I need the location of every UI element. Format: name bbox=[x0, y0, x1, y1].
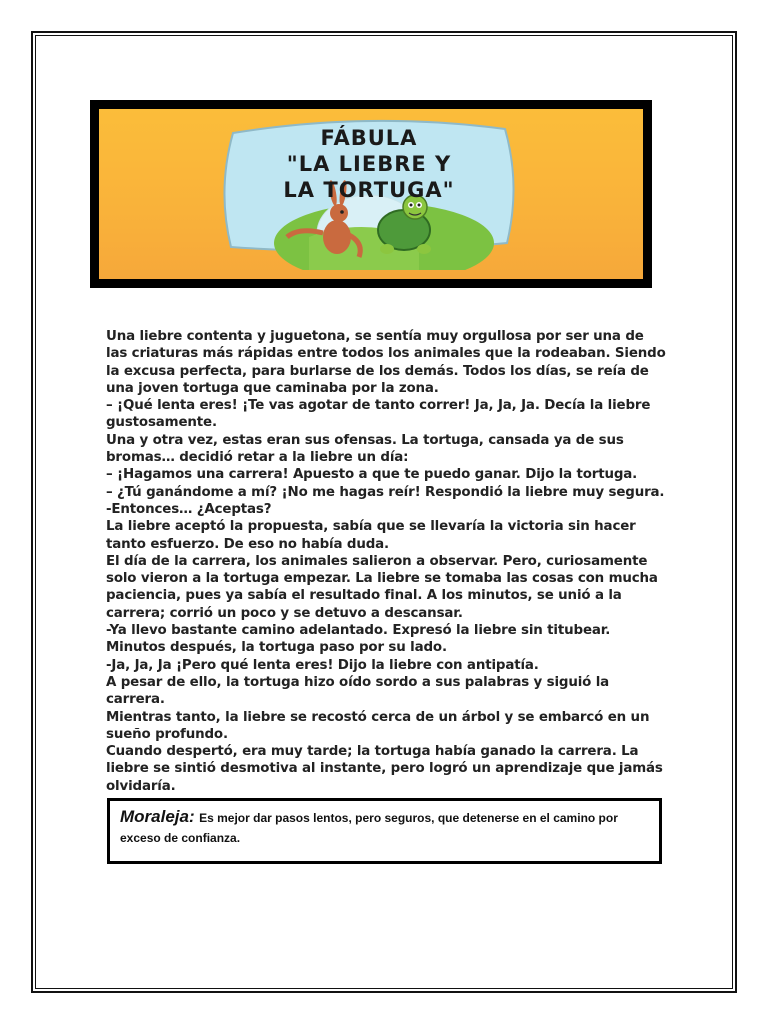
story-paragraph: Minutos después, la tortuga paso por su lado. bbox=[106, 640, 447, 656]
story-text bbox=[106, 328, 666, 795]
title-line-2: "LA LIEBRE Y bbox=[286, 152, 452, 176]
title-line-3: LA TORTUGA" bbox=[283, 178, 455, 202]
moral-text: Es mejor dar pasos lentos, pero seguros, que detenerse en el camino por exceso de confianza. bbox=[120, 811, 618, 845]
story-paragraph: -Ja, Ja, Ja ¡Pero qué lenta eres! Dijo la liebre con antipatía. bbox=[106, 657, 539, 673]
banner-title bbox=[219, 125, 519, 203]
story-paragraph: Una y otra vez, estas eran sus ofensas. La tortuga, cansada ya de sus bromas… decidió retar a la liebre un día: bbox=[106, 432, 624, 466]
story-paragraph: -Ya llevo bastante camino adelantado. Expresó la liebre sin titubear. bbox=[106, 623, 611, 639]
story-paragraph: Mientras tanto, la liebre se recostó cerca de un árbol y se embarcó en un sueño profundo. bbox=[106, 709, 650, 742]
story-paragraph: – ¡Qué lenta eres! ¡Te vas agotar de tanto correr! Ja, Ja, Ja. Decía la liebre gustosamente. bbox=[106, 398, 651, 431]
moral-box bbox=[107, 798, 662, 864]
story-paragraph: El día de la carrera, los animales salieron a observar. Pero, curiosamente solo vieron a la tortuga empezar. La liebre se tomaba las cosas con mucha paciencia, pues ya sabía el resultado final. A los minutos, se unió a la carrera; corrió un poco y se detuvo a descansar. bbox=[106, 553, 658, 621]
story-paragraph: La liebre aceptó la propuesta, sabía que se llevaría la victoria sin hacer tanto esfuerzo. De eso no había duda. bbox=[106, 519, 636, 552]
story-paragraph: – ¿Tú ganándome a mí? ¡No me hagas reír! Respondió la liebre muy segura. bbox=[106, 484, 665, 500]
story-paragraph: A pesar de ello, la tortuga hizo oído sordo a sus palabras y siguió la carrera. bbox=[106, 674, 610, 708]
moral-label: Moraleja: bbox=[120, 807, 195, 826]
story-paragraph: Una liebre contenta y juguetona, se sentía muy orgullosa por ser una de las criaturas más rápidas entre todos los animales que la rodeaban. Siendo la excusa perfecta, para burlarse de los demás. Todos los días, se reía de una joven tortuga que caminaba por la zona. bbox=[106, 329, 666, 396]
banner-background bbox=[99, 109, 643, 279]
title-line-1: FÁBULA bbox=[320, 126, 418, 150]
title-banner bbox=[90, 100, 652, 288]
story-paragraph: -Entonces… ¿Aceptas? bbox=[106, 501, 272, 517]
story-paragraph: – ¡Hagamos una carrera! Apuesto a que te puedo ganar. Dijo la tortuga. bbox=[106, 467, 638, 483]
story-paragraph: Cuando despertó, era muy tarde; la tortuga había ganado la carrera. La liebre se sintió desmotiva al instante, pero logró un aprendizaje que jamás olvidaría. bbox=[106, 744, 663, 794]
